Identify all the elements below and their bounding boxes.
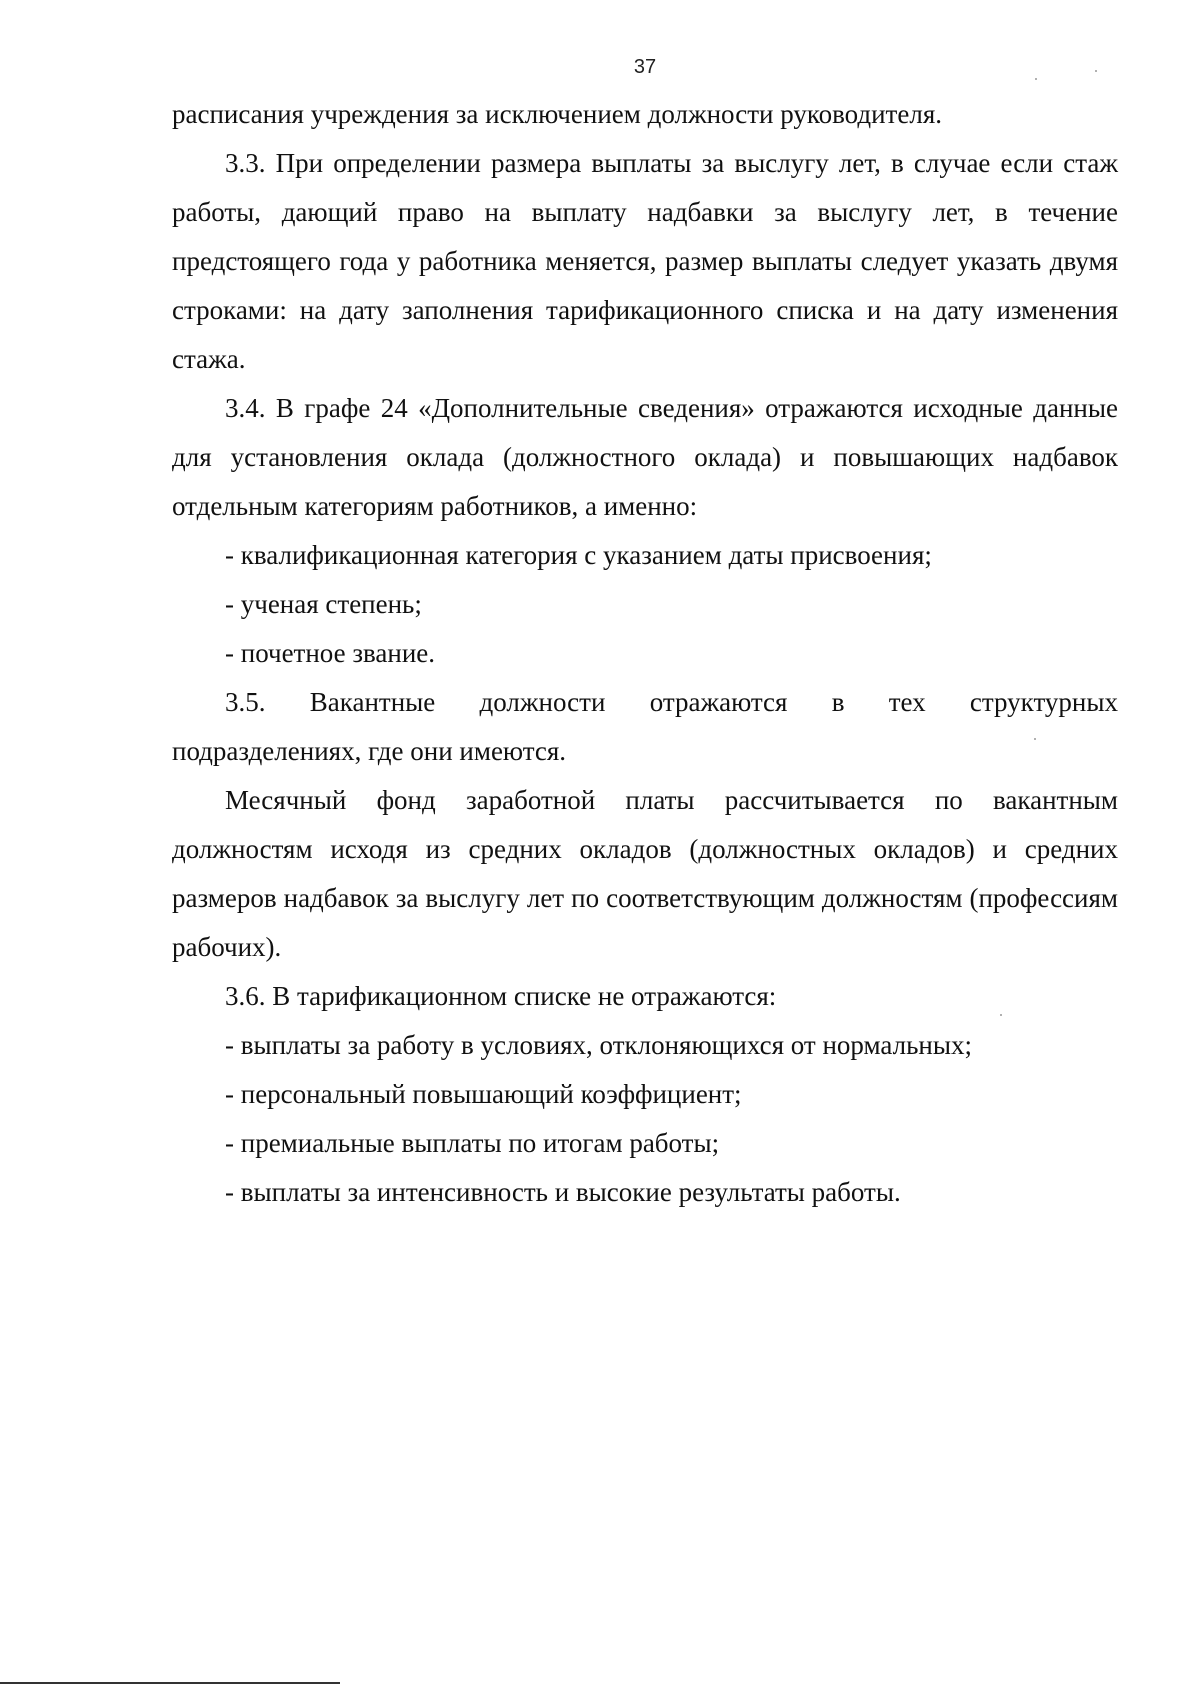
paragraph-monthly-fund: Месячный фонд заработной платы рассчитывается по вакантным должностям исходя из средних окладов (должностных окладов) и средних размеров надбавок за выслугу лет по соответствующим должностям (профессиям рабочих).: [172, 785, 1118, 962]
scan-edge-line: [0, 1682, 340, 1684]
list-item-personal-coefficient: - персональный повышающий коэффициент;: [225, 1079, 742, 1109]
paragraph-3-6: 3.6. В тарификационном списке не отражаются:: [225, 981, 777, 1011]
word: тех: [888, 687, 926, 717]
page-number: 37: [633, 56, 657, 78]
scan-speck: [1034, 738, 1036, 740]
scan-speck: [1000, 1014, 1002, 1016]
list-item-intensity-payments: - выплаты за интенсивность и высокие результаты работы.: [225, 1177, 901, 1207]
list-item-deviating-conditions: - выплаты за работу в условиях, отклоняющихся от нормальных;: [225, 1030, 972, 1060]
document-body: [172, 90, 1118, 1217]
word: Вакантные: [309, 687, 436, 717]
word: должности: [479, 687, 606, 717]
list-item-honorary-title: - почетное звание.: [225, 638, 436, 668]
scan-speck: [1095, 70, 1097, 72]
word: в: [831, 687, 845, 717]
list-item-qualification: - квалификационная категория с указанием даты присвоения;: [225, 540, 932, 570]
paragraph-3-5-first-line: [172, 678, 1118, 727]
word: 3.5.: [225, 687, 266, 717]
word: структурных: [969, 687, 1118, 717]
scan-speck: [1035, 78, 1037, 80]
paragraph-3-3: 3.3. При определении размера выплаты за выслугу лет, в случае если стаж работы, дающий право на выплату надбавки за выслугу лет, в течение предстоящего года у работника меняется, размер выплаты следует указать двумя строками: на дату заполнения тарификационного списка и на дату изменения стажа.: [172, 148, 1118, 374]
paragraph-3-5-continuation: подразделениях, где они имеются.: [172, 736, 567, 766]
paragraph-3-4: 3.4. В графе 24 «Дополнительные сведения» отражаются исходные данные для установления оклада (должностного оклада) и повышающих надбавок отдельным категориям работников, а именно:: [172, 393, 1118, 521]
list-item-degree: - ученая степень;: [225, 589, 422, 619]
list-item-bonus-payments: - премиальные выплаты по итогам работы;: [225, 1128, 720, 1158]
paragraph-continuation: расписания учреждения за исключением должности руководителя.: [172, 99, 942, 129]
word: отражаются: [649, 687, 788, 717]
